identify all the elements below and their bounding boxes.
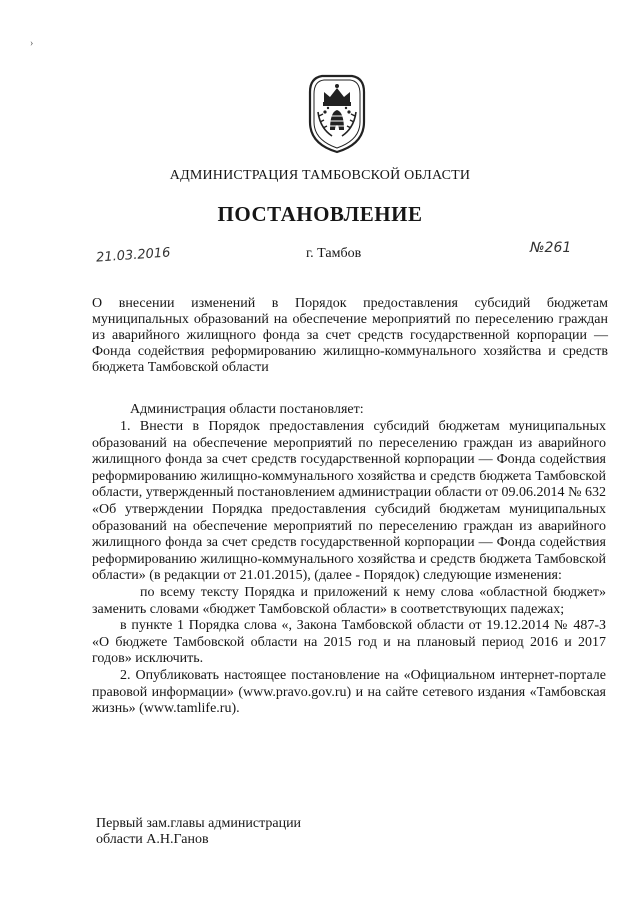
paragraph-subitem-1: по всему тексту Порядка и приложений к нему слова «областной бюджет» заменить словами «бюджет Тамбовской области» в соответствующих падежах; [92,584,606,617]
document-subject: О внесении изменений в Порядок предоставления субсидий бюджетам муниципальных образований на обеспечение мероприятий по переселению граждан из аварийного жилищного фонда за счет средств государственной корпорации — Фонда содействия реформированию жилищно-коммунального хозяйства и средств бюджета Тамбовской области [92,296,608,375]
signature-block [96,816,301,848]
signature-name: области А.Н.Ганов [96,832,209,847]
organization-title: АДМИНИСТРАЦИЯ ТАМБОВСКОЙ ОБЛАСТИ [169,168,471,183]
document-date: 21.03.2016 [95,245,171,266]
resolution-lead: Администрация области постановляет: [130,402,364,417]
resolution-body [92,419,606,718]
paragraph-item-1: 1. Внести в Порядок предоставления субсидий бюджетам муниципальных образований на обеспечение мероприятий по переселению граждан из аварийного жилищного фонда за счет средств государственной корпорации — Фонда содействия реформированию жилищно-коммунального хозяйства и средств бюджета Тамбовской области, утвержденный постановлением администрации области от 09.06.2014 № 632 «Об утверждении Порядка предоставления субсидий бюджетам муниципальных образований на обеспечение мероприятий по переселению граждан из аварийного жилищного фонда за счет средств государственной корпорации — Фонда содействия реформированию жилищно-коммунального хозяйства и средств бюджета Тамбовской области» (в редакции от 21.01.2015), (далее - Порядок) следующие изменения: [92,419,606,584]
document-number: №261 [530,240,572,256]
document-type: ПОСТАНОВЛЕНИЕ [217,202,423,226]
document-city: г. Тамбов [306,246,362,261]
margin-mark: › [30,38,34,49]
signature-position: Первый зам.главы администрации [96,816,302,831]
coat-of-arms-icon [304,72,370,154]
paragraph-item-2: 2. Опубликовать настоящее постановление на «Официальном интернет-портале правовой информации» (www.pravo.gov.ru) и на сайте сетевого издания «Тамбовская жизнь» (www.tamlife.ru). [92,667,606,717]
paragraph-subitem-2: в пункте 1 Порядка слова «, Закона Тамбовской области от 19.12.2014 № 487-З «О бюджете Тамбовской области на 2015 год и на плановый период 2016 и 2017 годов» исключить. [92,618,606,667]
